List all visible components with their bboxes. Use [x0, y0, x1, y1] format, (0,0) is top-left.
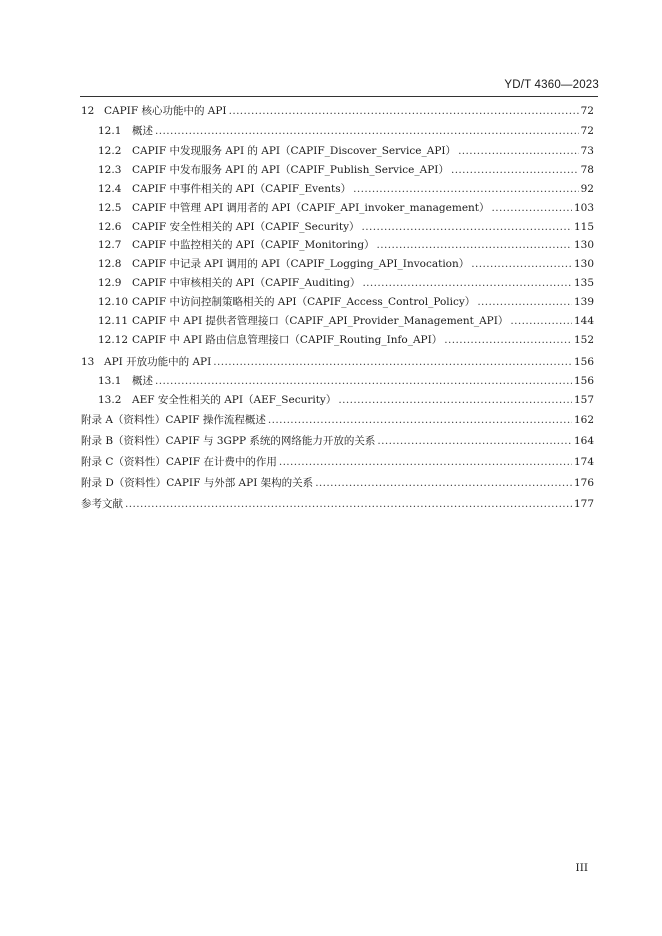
toc-entry-title: CAPIF 核心功能中的 API [104, 105, 227, 117]
toc-entry-title: 概述 [132, 125, 153, 137]
toc-entry-page: 135 [573, 277, 594, 289]
toc-entry-number: 12.2 [98, 145, 122, 157]
toc-entry-number: 12.9 [98, 277, 122, 289]
toc-entry-page: 156 [573, 356, 594, 368]
toc-entry-title: CAPIF 中 API 提供者管理接口（CAPIF_API_Provider_Management_API） [132, 315, 509, 327]
toc-entry-page: 130 [573, 258, 594, 270]
toc-entry-page: 164 [573, 435, 594, 447]
toc-dot-leader [229, 103, 579, 119]
toc-entry[interactable] [98, 237, 594, 253]
toc-entry-title: 概述 [132, 375, 153, 387]
toc-entry-number: 12.5 [98, 202, 122, 214]
toc-entry-title: 附录 B（资料性）CAPIF 与 3GPP 系统的网络能力开放的关系 [81, 435, 376, 447]
toc-dot-leader [279, 454, 572, 470]
toc-entry-page: 177 [573, 498, 594, 510]
toc-entry[interactable] [81, 412, 594, 428]
toc-entry-title: API 开放功能中的 API [104, 356, 212, 368]
toc-dot-leader [155, 373, 572, 389]
toc-entry-number: 12.6 [98, 221, 122, 233]
toc-dot-leader [338, 392, 572, 408]
toc-entry-title: CAPIF 中记录 API 调用的 API（CAPIF_Logging_API_Invocation） [132, 258, 470, 270]
toc-entry-title: 附录 C（资料性）CAPIF 在计费中的作用 [81, 456, 277, 468]
toc-entry[interactable] [98, 294, 594, 310]
toc-entry[interactable] [98, 181, 594, 197]
toc-entry-title: AEF 安全性相关的 API（AEF_Security） [132, 394, 337, 406]
toc-entry-page: 176 [573, 477, 594, 489]
standard-code: YD/T 4360—2023 [504, 79, 599, 91]
toc-dot-leader [492, 200, 572, 216]
toc-entry[interactable] [98, 373, 594, 389]
toc-dot-leader [213, 354, 572, 370]
toc-entry[interactable] [98, 219, 594, 235]
toc-entry-title: CAPIF 中发现服务 API 的 API（CAPIF_Discover_Service_API） [132, 145, 457, 157]
toc-entry[interactable] [98, 332, 594, 348]
toc-entry-title: CAPIF 中审核相关的 API（CAPIF_Auditing） [132, 277, 361, 289]
page-number: III [575, 862, 588, 874]
toc-entry-page: 72 [580, 125, 594, 137]
toc-entry-page: 72 [580, 105, 594, 117]
header-rule [80, 96, 598, 97]
toc-dot-leader [315, 475, 572, 491]
toc-entry-title: CAPIF 中事件相关的 API（CAPIF_Events） [132, 183, 352, 195]
toc-entry[interactable] [81, 433, 594, 449]
toc-entry-page: 115 [573, 221, 594, 233]
toc-dot-leader [458, 143, 579, 159]
toc-entry-page: 130 [573, 239, 594, 251]
toc-dot-leader [155, 123, 579, 139]
toc-dot-leader [451, 162, 579, 178]
toc-entry-page: 152 [573, 334, 594, 346]
toc-entry-number: 12.10 [98, 296, 129, 308]
toc-dot-leader [377, 433, 572, 449]
toc-entry-page: 174 [573, 456, 594, 468]
toc-entry[interactable] [98, 256, 594, 272]
toc-entry-number: 13 [81, 356, 95, 368]
toc-entry[interactable] [98, 275, 594, 291]
toc-dot-leader [477, 294, 572, 310]
toc-dot-leader [353, 181, 578, 197]
toc-entry-title: CAPIF 中管理 API 调用者的 API（CAPIF_API_invoker_management） [132, 202, 490, 214]
toc-entry[interactable] [98, 162, 594, 178]
toc-entry-page: 139 [573, 296, 594, 308]
toc-entry[interactable] [81, 354, 594, 370]
toc-entry-title: 参考文献 [81, 498, 123, 510]
toc-entry[interactable] [98, 200, 594, 216]
toc-entry-number: 12.3 [98, 164, 122, 176]
toc-dot-leader [444, 332, 572, 348]
toc-entry-page: 156 [573, 375, 594, 387]
toc-entry-page: 103 [573, 202, 594, 214]
toc-entry[interactable] [98, 392, 594, 408]
toc-dot-leader [362, 275, 572, 291]
toc-entry-title: CAPIF 中访问控制策略相关的 API（CAPIF_Access_Control_Policy） [132, 296, 476, 308]
toc-entry-number: 12.4 [98, 183, 122, 195]
toc-entry-title: CAPIF 中发布服务 API 的 API（CAPIF_Publish_Service_API） [132, 164, 449, 176]
toc-entry-title: CAPIF 中监控相关的 API（CAPIF_Monitoring） [132, 239, 375, 251]
toc-entry-title: 附录 A（资料性）CAPIF 操作流程概述 [81, 414, 266, 426]
toc-entry-number: 12.7 [98, 239, 122, 251]
toc-entry-number: 12.1 [98, 125, 122, 137]
toc-dot-leader [471, 256, 572, 272]
toc-entry-page: 162 [573, 414, 594, 426]
toc-entry-title: 附录 D（资料性）CAPIF 与外部 API 架构的关系 [81, 477, 314, 489]
toc-dot-leader [268, 412, 572, 428]
toc-entry[interactable] [81, 454, 594, 470]
toc-entry-number: 12.11 [98, 315, 129, 327]
toc-entry[interactable] [98, 313, 594, 329]
toc-entry[interactable] [98, 143, 594, 159]
toc-entry-title: CAPIF 安全性相关的 API（CAPIF_Security） [132, 221, 360, 233]
toc-entry-page: 78 [580, 164, 594, 176]
toc-entry-page: 92 [580, 183, 594, 195]
toc-dot-leader [362, 219, 572, 235]
toc-dot-leader [510, 313, 572, 329]
toc-entry-title: CAPIF 中 API 路由信息管理接口（CAPIF_Routing_Info_API） [132, 334, 443, 346]
toc-entry[interactable] [81, 496, 594, 512]
toc-entry-page: 157 [573, 394, 594, 406]
toc-entry[interactable] [81, 475, 594, 491]
toc-entry[interactable] [81, 103, 594, 119]
toc-entry-number: 12.8 [98, 258, 122, 270]
toc-entry-page: 144 [573, 315, 594, 327]
toc-dot-leader [125, 496, 572, 512]
toc-entry-page: 73 [580, 145, 594, 157]
toc-entry-number: 12.12 [98, 334, 129, 346]
toc-entry-number: 13.2 [98, 394, 122, 406]
toc-dot-leader [377, 237, 572, 253]
toc-entry-number: 12 [81, 105, 95, 117]
toc-entry[interactable] [98, 123, 594, 139]
toc-entry-number: 13.1 [98, 375, 122, 387]
